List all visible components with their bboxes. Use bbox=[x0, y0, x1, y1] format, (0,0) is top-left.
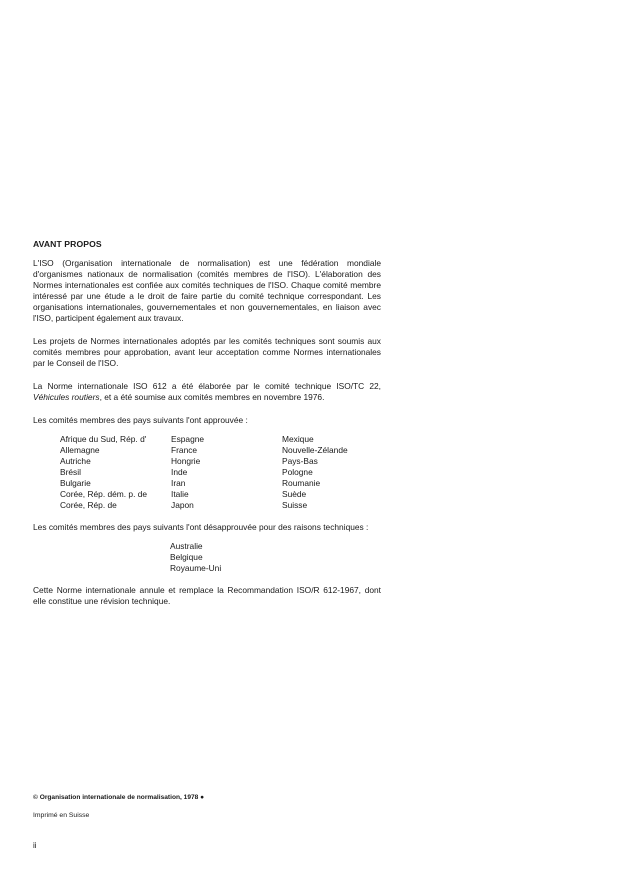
country-item: Roumanie bbox=[282, 478, 321, 488]
country-item: Autriche bbox=[60, 456, 91, 466]
country-item: Pays-Bas bbox=[282, 456, 318, 466]
committee-title: Véhicules routiers bbox=[33, 392, 100, 402]
paragraph-standard-origin-part2: , et a été soumise aux comités membres en novembre 1976. bbox=[99, 392, 325, 402]
country-column-1 bbox=[60, 434, 171, 511]
country-item: Suisse bbox=[282, 500, 308, 510]
paragraph-approval-process: Les projets de Normes internationales adoptés par les comités techniques sont soumis aux comités membres pour approbation, avant leur acceptation comme Normes internationales par le Conseil de l'ISO. bbox=[33, 336, 381, 368]
country-item: France bbox=[171, 445, 198, 455]
approved-country-list bbox=[60, 434, 381, 511]
approved-intro: Les comités membres des pays suivants l'ont approuvée : bbox=[33, 415, 248, 425]
disapproved-intro: Les comités membres des pays suivants l'ont désapprouvée pour des raisons techniques : bbox=[33, 522, 369, 532]
country-column-2 bbox=[171, 434, 282, 511]
paragraph-supersedes: Cette Norme internationale annule et remplace la Recommandation ISO/R 612-1967, dont elle constitue une révision technique. bbox=[33, 585, 381, 606]
paragraph-standard-origin bbox=[33, 381, 381, 403]
paragraph-iso-intro: L'ISO (Organisation internationale de normalisation) est une fédération mondiale d'organismes nationaux de normalisation (comités membres de l'ISO). L'élaboration des Normes internationales est confiée aux comités techniques de l'ISO. Chaque comité membre intéressé par une étude a le droit de faire partie du comité technique correspondant. Les organisations internationales, gouvernementales et non gouvernementales, en liaison avec l'ISO, participent également aux travaux. bbox=[33, 258, 381, 323]
disapproved-country-list bbox=[170, 541, 381, 574]
country-item: Inde bbox=[171, 467, 188, 477]
country-item: Corée, Rép. de bbox=[60, 500, 117, 510]
country-item: Bulgarie bbox=[60, 478, 91, 488]
country-item: Espagne bbox=[171, 434, 205, 444]
paragraph-standard-origin-part1: La Norme internationale ISO 612 a été élaborée par le comité technique ISO/TC 22, bbox=[33, 381, 381, 391]
country-item: Afrique du Sud, Rép. d' bbox=[60, 434, 147, 444]
country-item: Pologne bbox=[282, 467, 313, 477]
country-item: Iran bbox=[171, 478, 186, 488]
country-item: Japon bbox=[171, 500, 194, 510]
country-item: Nouvelle-Zélande bbox=[282, 445, 348, 455]
country-item: Allemagne bbox=[60, 445, 100, 455]
country-item: Corée, Rép. dém. p. de bbox=[60, 489, 148, 499]
country-item: Mexique bbox=[282, 434, 314, 444]
country-item: Brésil bbox=[60, 467, 81, 477]
country-item: Australie bbox=[170, 541, 203, 551]
country-item: Belgique bbox=[170, 552, 203, 562]
printed-in: Imprimé en Suisse bbox=[33, 812, 90, 819]
country-item: Hongrie bbox=[171, 456, 201, 466]
country-column-3 bbox=[282, 434, 392, 511]
country-item: Royaume-Uni bbox=[170, 563, 222, 573]
country-item: Italie bbox=[171, 489, 189, 499]
section-heading: AVANT PROPOS bbox=[33, 239, 102, 249]
country-item: Suède bbox=[282, 489, 307, 499]
page-number: ii bbox=[33, 841, 37, 850]
copyright-notice: © Organisation internationale de normalisation, 1978 ● bbox=[33, 794, 205, 801]
foreword-section bbox=[33, 239, 381, 619]
